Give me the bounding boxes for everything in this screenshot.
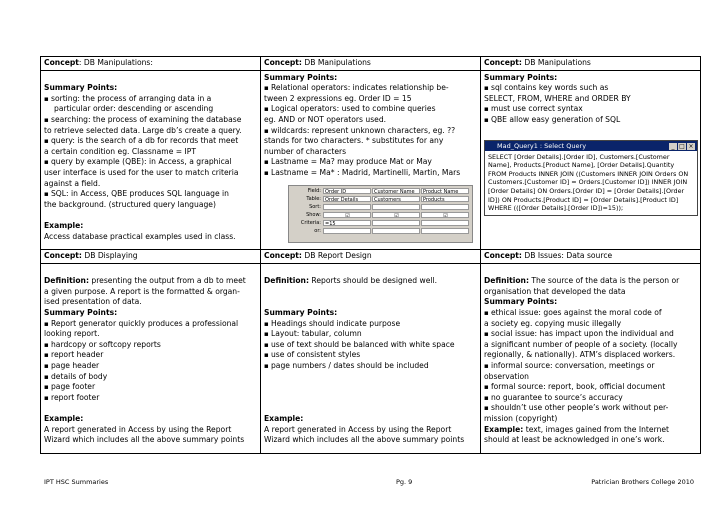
bullet-item: ▪ query: is the search of a db for records that meet xyxy=(44,136,257,147)
text-line: stands for two characters. * substitutes for any xyxy=(264,136,444,146)
summary-heading: Summary Points: xyxy=(264,72,338,82)
qbe-row-label: Table: xyxy=(306,195,321,202)
qbe-table-cell[interactable]: Order Details xyxy=(323,196,371,202)
cell-db-issues xyxy=(481,250,701,454)
text-line: to retrieve selected data. Large db’s create a query. xyxy=(44,125,242,135)
bullet-item: ▪ query by example (QBE): in Access, a graphical xyxy=(44,157,257,168)
concept-label: Concept: xyxy=(44,251,82,260)
text-line: user interface is used for the user to match criteria xyxy=(44,167,239,177)
bullet-item: ▪ formal source: report, book, official document xyxy=(484,382,697,393)
maximize-icon[interactable]: □ xyxy=(679,142,685,150)
example-text: Wizard which includes all the above summary points xyxy=(264,435,465,445)
cell-db-manipulations-3 xyxy=(481,57,701,250)
qbe-sort-cell[interactable] xyxy=(372,204,420,210)
text-line: against a field. xyxy=(44,178,101,188)
definition-text: ised presentation of data. xyxy=(44,297,142,307)
bullet-item: ▪ page footer xyxy=(44,382,257,393)
example-text: should at least be acknowledged in one’s work. xyxy=(484,435,665,445)
cell-db-manipulations-2 xyxy=(261,57,481,250)
concept-text: DB Manipulations xyxy=(521,58,591,67)
qbe-table-cell[interactable]: Customers xyxy=(372,196,420,202)
example-text: Wizard which includes all the above summary points xyxy=(44,435,245,445)
qbe-field-cell[interactable]: Customer Name xyxy=(372,188,420,194)
bullet-item: ▪ wildcards: represent unknown characters, eg. ?? xyxy=(264,126,477,137)
sql-line: SELECT [Order Details].[Order ID], Customers.[Customer xyxy=(488,152,670,161)
bullet-item: ▪ use of text should be balanced with white space xyxy=(264,340,477,351)
summary-heading: Summary Points: xyxy=(264,307,338,317)
text-line: mission (copyright) xyxy=(484,413,558,423)
bullet-item: ▪ hardcopy or softcopy reports xyxy=(44,340,257,351)
definition-text: organisation that developed the data xyxy=(484,286,626,296)
qbe-sort-cell[interactable] xyxy=(323,204,371,210)
qbe-table-cell[interactable]: Products xyxy=(421,196,469,202)
bullet-item: ▪ SQL: in Access, QBE produces SQL language in xyxy=(44,189,257,200)
definition-text: Reports should be designed well. xyxy=(308,276,438,286)
definition-label: Definition: xyxy=(264,276,309,286)
summary-heading: Summary Points: xyxy=(484,72,558,82)
footer-left-text: IPT HSC Summaries xyxy=(44,478,109,486)
bullet-item: ▪ Logical operators: used to combine queries xyxy=(264,104,477,115)
cell-db-displaying xyxy=(41,250,261,454)
qbe-field-cell[interactable]: Product Name xyxy=(421,188,469,194)
qbe-or-cell[interactable] xyxy=(421,228,469,234)
cell-db-manipulations-1 xyxy=(41,57,261,250)
bullet-item: ▪ report header xyxy=(44,350,257,361)
cell-header xyxy=(261,57,480,71)
definition-text: a given purpose. A report is the formatted & organ- xyxy=(44,286,240,296)
text-line: the background. (structured query language) xyxy=(44,199,216,209)
concept-text: : DB Manipulations: xyxy=(78,58,153,67)
example-label: Example: xyxy=(484,424,524,434)
bullet-item: ▪ QBE allow easy generation of SQL xyxy=(484,115,697,126)
bullet-item: ▪ Relational operators: indicates relationship be- xyxy=(264,83,477,94)
qbe-or-cell[interactable] xyxy=(372,228,420,234)
text-line: number of characters xyxy=(264,146,347,156)
text-line: looking report. xyxy=(44,329,100,339)
bullet-item: ▪ sorting: the process of arranging data in a xyxy=(44,94,257,105)
definition-label: Definition: xyxy=(44,276,89,286)
summary-heading: Summary Points: xyxy=(44,307,118,317)
sql-line: WHERE (([Order Details].[Order ID])=15)); xyxy=(488,204,624,213)
qbe-field-cell[interactable]: Order ID xyxy=(323,188,371,194)
bullet-item: ▪ Headings should indicate purpose xyxy=(264,319,477,330)
example-text: A report generated in Access by using the Report xyxy=(264,424,452,434)
cell-header xyxy=(41,250,260,264)
bullet-item: ▪ Layout: tabular, column xyxy=(264,329,477,340)
example-heading: Example: xyxy=(264,413,304,423)
cell-header xyxy=(261,250,480,264)
bullet-item: ▪ page numbers / dates should be included xyxy=(264,361,477,372)
bullet-item: ▪ details of body xyxy=(44,372,257,383)
definition-text: presenting the output from a db to meet xyxy=(88,276,246,286)
example-text: Access database practical examples used in class. xyxy=(44,231,236,241)
footer-right-text: Patrician Brothers College 2010 xyxy=(591,478,694,486)
window-title: Mad_Query1 : Select Query xyxy=(497,141,587,150)
text-line: observation xyxy=(484,371,529,381)
bullet-item: ▪ use of consistent styles xyxy=(264,350,477,361)
summary-heading: Summary Points: xyxy=(44,83,118,93)
bullet-item: ▪ searching: the process of examining the database xyxy=(44,115,257,126)
sql-line: [Order Details] ON Orders.[Order ID] = [Order Details].[Order xyxy=(488,186,685,195)
bullet-item: ▪ social issue: has impact upon the individual and xyxy=(484,329,697,340)
bullet-item: ▪ must use correct syntax xyxy=(484,104,697,115)
table-row xyxy=(41,250,701,454)
qbe-row-label: or: xyxy=(314,227,321,234)
concept-label: Concept: xyxy=(264,251,302,260)
page-number: Pg. 9 xyxy=(396,478,413,486)
table-row xyxy=(41,57,701,250)
concept-label: Concept: xyxy=(484,251,522,260)
bullet-item: ▪ page header xyxy=(44,361,257,372)
definition-label: Definition: xyxy=(484,276,529,286)
sql-text[interactable] xyxy=(485,151,697,215)
text-line: a significant number of people of a society. (locally xyxy=(484,339,678,349)
bullet-item: ▪ informal source: conversation, meetings or xyxy=(484,361,697,372)
bullet-item: ▪ ethical issue: goes against the moral code of xyxy=(484,308,697,319)
qbe-row-label: Sort: xyxy=(309,203,321,210)
bullet-item: ▪ sql contains key words such as xyxy=(484,83,697,94)
show-checkbox[interactable]: ☑ xyxy=(323,212,371,218)
bullet-item: ▪ Report generator quickly produces a professional xyxy=(44,319,257,330)
concept-text: DB Report Design xyxy=(301,251,372,260)
example-heading: Example: xyxy=(44,220,84,230)
sql-query-window xyxy=(484,140,698,216)
sql-line: Customers.[Customer ID] = Orders.[Customer ID]) INNER JOIN xyxy=(488,178,688,187)
definition-text: The source of the data is the person or xyxy=(528,276,680,286)
concept-text: DB Issues: Data source xyxy=(521,251,613,260)
cell-db-report-design xyxy=(261,250,481,454)
qbe-row-label: Show: xyxy=(306,211,321,218)
cell-header xyxy=(41,57,260,71)
qbe-criteria-cell[interactable] xyxy=(421,220,469,226)
concept-label: Concept: xyxy=(264,58,302,67)
concept-label: Concept xyxy=(44,58,79,67)
example-text: A report generated in Access by using the Report xyxy=(44,424,232,434)
cell-header xyxy=(481,250,700,264)
concept-text: DB Displaying xyxy=(81,251,138,260)
minimize-icon[interactable]: _ xyxy=(669,143,677,150)
qbe-row-label: Field: xyxy=(307,187,321,194)
sql-line: FROM Products INNER JOIN ((Customers INNER JOIN Orders ON xyxy=(488,169,689,178)
sql-line: Name], Products.[Product Name], [Order Details].Quantity xyxy=(488,161,675,170)
text-line: regionally, & nationally). ATM’s displaced workers. xyxy=(484,350,676,360)
show-checkbox[interactable]: ☑ xyxy=(372,212,420,218)
bullet-item: ▪ Lastname = Ma* : Madrid, Martinelli, Martin, Mars xyxy=(264,168,477,179)
bullet-item: ▪ Lastname = Ma? may produce Mat or May xyxy=(264,157,477,168)
example-text: text, images gained from the Internet xyxy=(523,424,670,434)
summary-heading: Summary Points: xyxy=(484,297,558,307)
summary-table xyxy=(40,56,701,454)
qbe-or-cell[interactable] xyxy=(323,228,371,234)
cell-header xyxy=(481,57,700,71)
qbe-criteria-cell[interactable]: =15 xyxy=(323,220,371,226)
sql-line: ID]) ON Products.[Product ID] = [Order Details].[Product ID] xyxy=(488,195,679,204)
text-line: a society eg. copying music illegally xyxy=(484,318,622,328)
text-line: tween 2 expressions eg. Order ID = 15 xyxy=(264,93,412,103)
text-line: SELECT, FROM, WHERE and ORDER BY xyxy=(484,93,631,103)
concept-text: DB Manipulations xyxy=(301,58,371,67)
show-checkbox[interactable]: ☑ xyxy=(421,212,469,218)
qbe-criteria-cell[interactable] xyxy=(372,220,420,226)
text-line: particular order: descending or ascending xyxy=(54,104,214,114)
close-icon[interactable]: × xyxy=(688,142,694,150)
qbe-grid-screenshot xyxy=(288,185,473,243)
bullet-item: ▪ no guarantee to source’s accuracy xyxy=(484,393,697,404)
qbe-row-label: Criteria: xyxy=(300,219,321,226)
window-titlebar xyxy=(485,141,697,151)
bullet-item: ▪ shouldn’t use other people’s work without per- xyxy=(484,403,697,414)
concept-label: Concept: xyxy=(484,58,522,67)
bullet-item: ▪ report footer xyxy=(44,393,257,404)
example-heading: Example: xyxy=(44,413,84,423)
text-line: a certain condition eg. Classname = IPT xyxy=(44,146,197,156)
qbe-sort-cell[interactable] xyxy=(421,204,469,210)
text-line: eg. AND or NOT operators used. xyxy=(264,114,387,124)
